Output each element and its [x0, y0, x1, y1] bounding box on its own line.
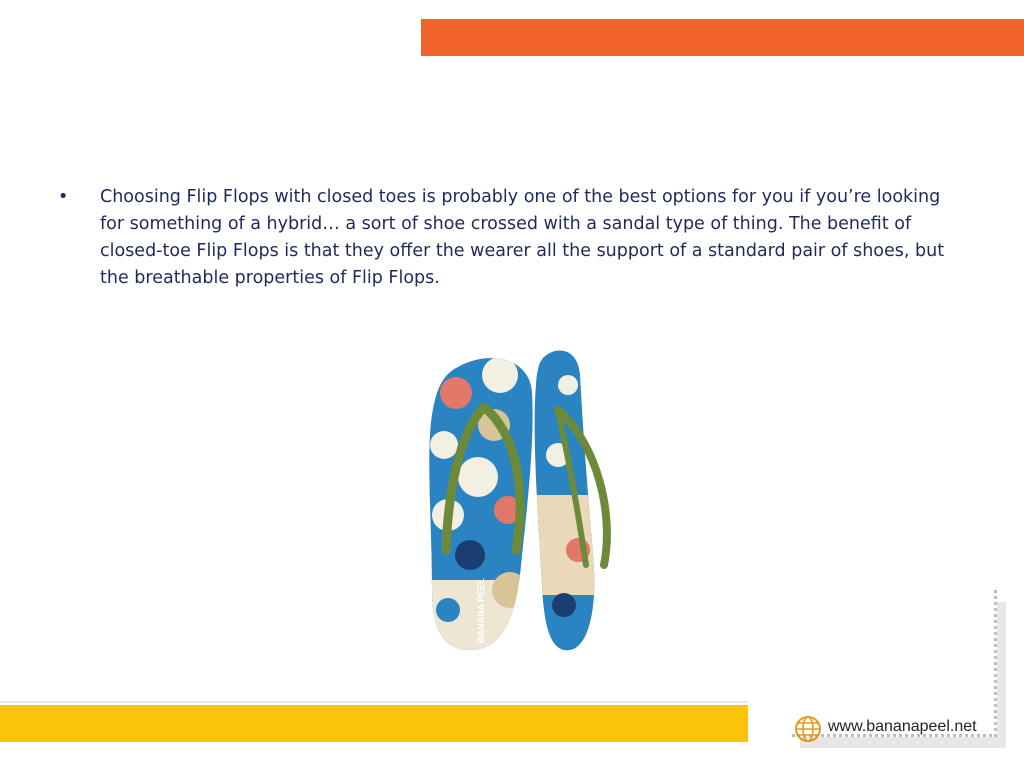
bullet-text: Choosing Flip Flops with closed toes is probably one of the best options for you if you’re looking for something of a hybrid… a sort of shoe crossed with a sandal type of thing. The benefit of closed-toe Flip Flops is that they offer the wearer all the support of a standard pair of shoes, but the breathable properties of Flip Flops.: [100, 187, 945, 288]
badge-paper: [792, 590, 997, 737]
bottom-accent-bar: [0, 705, 748, 742]
footer-divider: [0, 701, 748, 703]
website-badge: [784, 590, 1006, 748]
flip-flops-image: [418, 345, 623, 660]
slide-content: [58, 184, 968, 292]
bullet-item: [58, 184, 968, 292]
sandal-brand-label: BANANA PEEL: [476, 578, 486, 643]
website-link[interactable]: www.bananapeel.net: [828, 718, 977, 735]
globe-icon: [794, 715, 822, 743]
bullet-marker: •: [58, 187, 69, 207]
top-accent-bar: [421, 19, 1024, 56]
